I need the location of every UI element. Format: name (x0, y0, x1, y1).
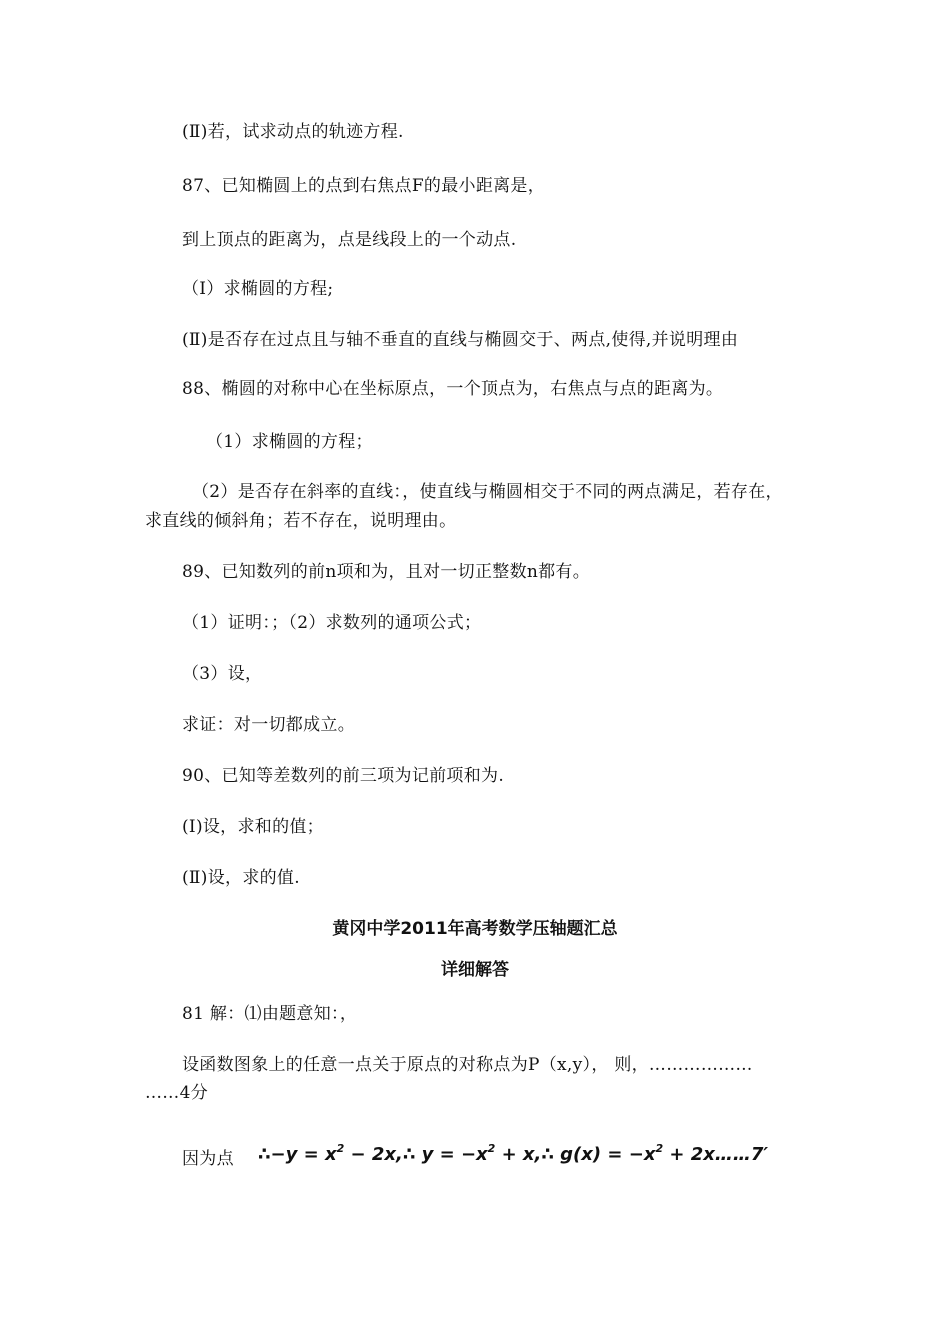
text-line: 到上顶点的距离为，点是线段上的一个动点. (182, 230, 517, 250)
problem-88-line: 88、椭圆的对称中心在坐标原点，一个顶点为，右焦点与点的距离为。 (182, 379, 724, 399)
section-title: 黄冈中学2011年高考数学压轴题汇总 (332, 919, 618, 939)
exponent: 2 (487, 1142, 496, 1155)
exponent: 2 (655, 1142, 664, 1155)
text-line: 设函数图象上的任意一点关于原点的对称点为P（x,y）， 则，……………… (182, 1055, 753, 1075)
text-line: （I）求椭圆的方程; (182, 279, 334, 299)
text-line: 求直线的倾斜角；若不存在，说明理由。 (145, 511, 457, 531)
problem-90-line: 90、已知等差数列的前三项为记前项和为. (182, 766, 505, 786)
exponent: 2 (336, 1142, 345, 1155)
formula-part: + 2x……7′ (663, 1144, 769, 1165)
formula-part: ∴−y = x (258, 1144, 337, 1165)
text-line: （1）证明：；（2）求数列的通项公式； (182, 613, 482, 633)
section-subtitle: 详细解答 (441, 960, 509, 980)
problem-89-line: 89、已知数列的前n项和为，且对一切正整数n都有。 (182, 562, 591, 582)
text-line: (Ⅱ)若，试求动点的轨迹方程. (182, 122, 404, 142)
text-line: ……4分 (145, 1083, 209, 1103)
text-line: (Ⅱ)设，求的值. (182, 868, 300, 888)
text-line: (Ⅱ)是否存在过点且与轴不垂直的直线与椭圆交于、两点,使得,并说明理由 (182, 330, 739, 350)
text-line: (Ⅰ)设，求和的值； (182, 817, 324, 837)
text-line: （3）设， (182, 664, 263, 684)
text-line: 因为点 (182, 1149, 234, 1169)
text-line: 求证：对一切都成立。 (182, 715, 355, 735)
problem-87-line: 87、已知椭圆上的点到右焦点F的最小距离是， (182, 176, 546, 196)
formula-part: − 2x,∴ y = −x (344, 1144, 488, 1165)
text-line: （2）是否存在斜率的直线：，使直线与椭圆相交于不同的两点满足，若存在， (192, 482, 783, 502)
answer-81-line: 81 解：⑴由题意知：， (182, 1004, 358, 1024)
text-line: （1）求椭圆的方程； (206, 432, 373, 452)
formula-image (258, 1136, 768, 1168)
formula-part: + x,∴ g(x) = −x (495, 1144, 656, 1165)
